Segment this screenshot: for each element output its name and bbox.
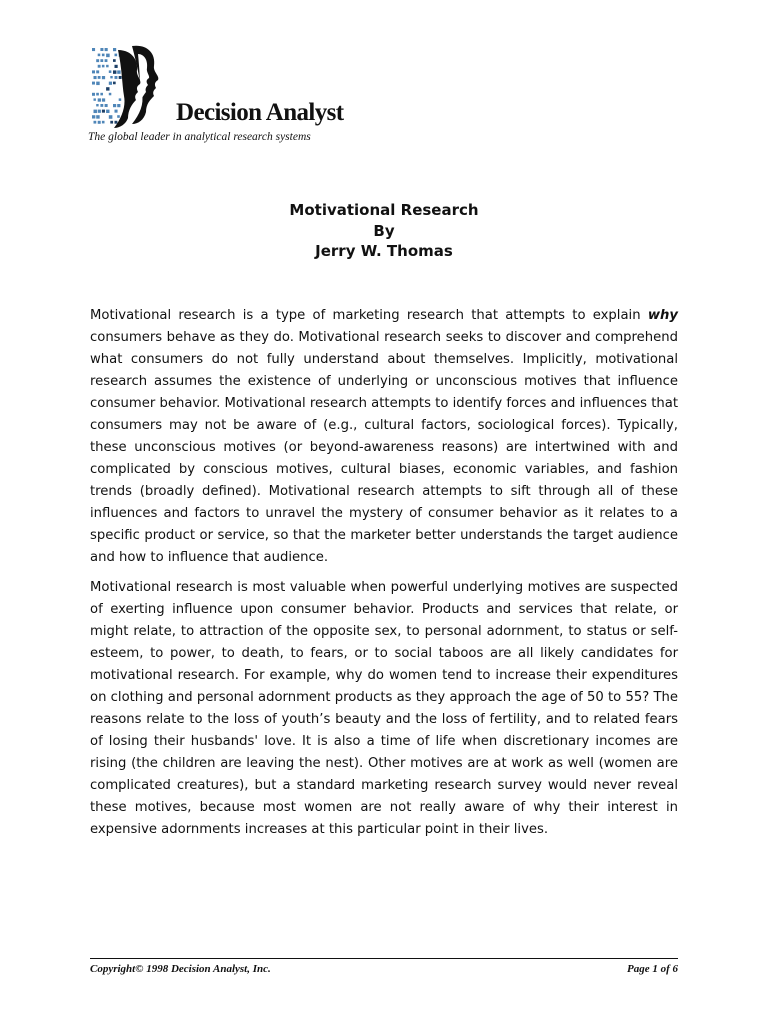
brand-name: Decision Analyst [176,99,344,126]
paragraph-1 [90,305,678,569]
title-by: By [373,221,395,240]
document-title [0,200,768,262]
footer-page-number: Page 1 of 6 [626,963,678,975]
two-face-profiles-with-pixel-dots-logo-icon [88,42,188,132]
footer-divider [90,958,678,959]
title-line: Motivational Research [289,201,479,219]
company-logo [88,42,368,150]
author-name: Jerry W. Thomas [315,242,453,260]
paragraph-1-rest: consumers behave as they do. Motivational research seeks to discover and comprehend what consumers do not fully understand about themselves. Implicitly, motivational research assumes the existence of underlying or unconscious motives that influence consumer behavior. Motivational research attempts to identify forces and influences that consumers may not be aware of (e.g., cultural factors, sociological forces). Typically, these unconscious motives (or beyond-awareness reasons) are intertwined with and complicated by conscious motives, cultural biases, economic variables, and fashion trends (broadly defined). Motivational research attempts to sift through all of these influences and factors to unravel the mystery of consumer behavior as it relates to a specific product or service, so that the marketer better understands the target audience and how to influence that audience. [90,330,678,565]
emphasis-why: why [647,308,678,323]
paragraph-2: Motivational research is most valuable when powerful underlying motives are suspected of exerting influence upon consumer behavior. Products and services that relate, or might relate, to attraction of the opposite sex, to personal adornment, to status or self-esteem, to power, to death, to fears, or to social taboos are all likely candidates for motivational research. For example, why do women tend to increase their expenditures on clothing and personal adornment products as they approach the age of 50 to 55? The reasons relate to the loss of youth’s beauty and the loss of fertility, and to related fears of losing their husbands' love. It is also a time of life when discretionary incomes are rising (the children are leaving the nest). Other motives are at work as well (women are complicated creatures), but a standard marketing research survey would never reveal these motives, because most women are not really aware of why their interest in expensive adornments increases at this particular point in their lives. [90,580,678,837]
paragraph-1-start: Motivational research is a type of marketing research that attempts to explain [90,308,648,323]
footer-copyright: Copyright© 1998 Decision Analyst, Inc. [90,963,271,975]
tagline: The global leader in analytical research systems [88,131,311,143]
body-text [90,305,678,849]
